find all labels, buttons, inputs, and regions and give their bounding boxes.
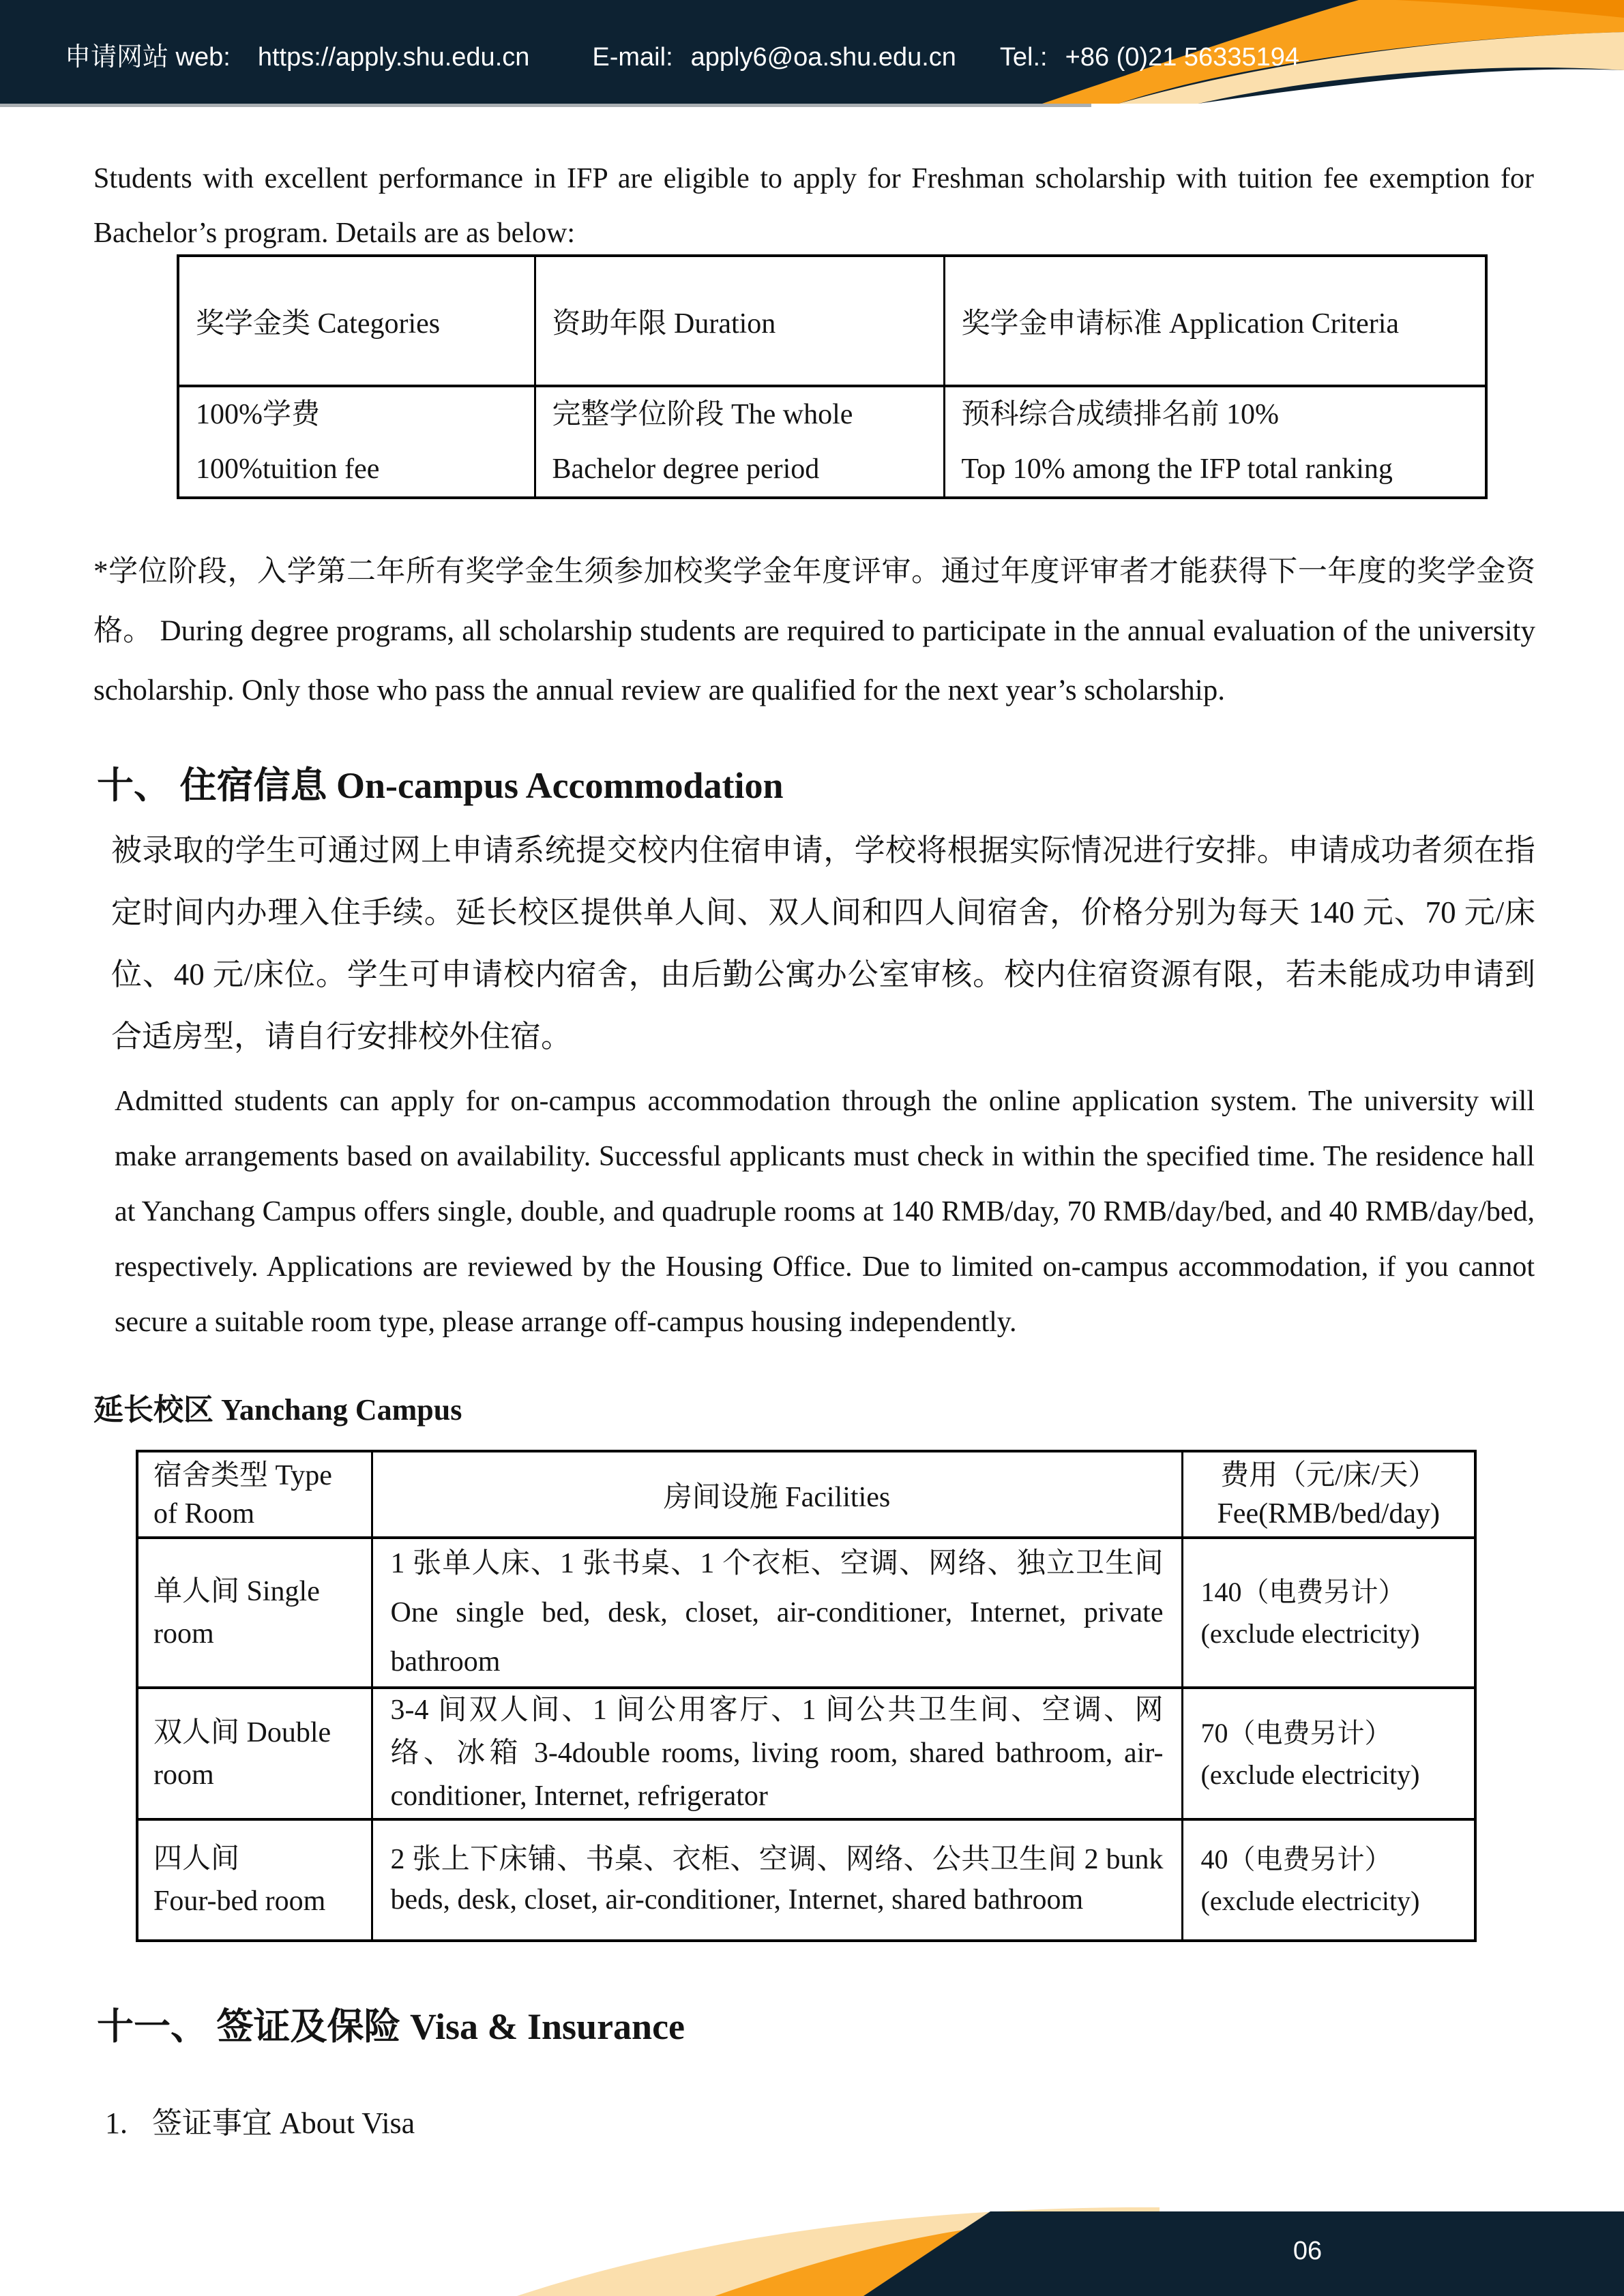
header-room-type-text: 宿舍类型 Type of Room [153, 1459, 332, 1530]
room-type-text: 单人间 Single room [153, 1576, 320, 1650]
table-row-single-room [137, 1538, 1475, 1688]
scholarship-table [177, 254, 1488, 499]
header-contact-bar [65, 41, 1299, 74]
cell-fee [1182, 1688, 1475, 1819]
fee-text: 70（电费另计） (exclude electricity) [1200, 1717, 1420, 1790]
header-cell-criteria: 奖学金申请标准 Application Criteria [944, 256, 1486, 386]
cell-fee [1182, 1819, 1475, 1941]
accommodation-paragraph-zh: 被录取的学生可通过网上申请系统提交校内住宿申请，学校将根据实际情况进行安排。申请成功者须在指定时间内办理入住手续。延长校区提供单人间、双人间和四人间宿舍，价格分别为每天 140 元、70 元/床位、40 元/床位。学生可申请校内宿舍，由后勤公寓办公室审核。校内住宿资源有限，若未能成功申请到合适房型，请自行安排校外住宿。 [111, 833, 1535, 1054]
scholarship-table-header-row [178, 256, 1486, 386]
room-type-text: 双人间 Double room [153, 1716, 331, 1791]
cell-duration [535, 386, 944, 498]
web-url: https://apply.shu.edu.cn [257, 43, 530, 72]
tel-label: Tel.: [999, 43, 1048, 72]
header-cell-facilities: 房间设施 Facilities [372, 1451, 1182, 1538]
table-row-double-room [137, 1688, 1475, 1819]
tel-value: +86 (0)21 56335194 [1065, 43, 1299, 72]
section-title-visa: 十一、 签证及保险 Visa & Insurance [97, 2006, 685, 2047]
visa-item-1 [105, 2106, 415, 2141]
cell-criteria [944, 386, 1486, 498]
accommodation-table [136, 1450, 1477, 1942]
header-cell-fee [1182, 1451, 1475, 1538]
accommodation-table-header-row [137, 1451, 1475, 1538]
campus-label: 延长校区 Yanchang Campus [93, 1393, 462, 1427]
intro-paragraph: Students with excellent performance in IFP are eligible to apply for Freshman scholarship with tuition fee exemption for Bachelor’s program. Details are as below: [93, 163, 1534, 249]
header-gray-line [0, 104, 1091, 107]
header-fee-text: 费用（元/床/天） Fee(RMB/bed/day) [1217, 1459, 1441, 1530]
cell-criteria-text: 预科综合成绩排名前 10% Top 10% among the IFP total ranking [961, 399, 1393, 485]
table-row-four-bed-room [137, 1819, 1475, 1941]
cell-facilities: 1 张单人床、1 张书桌、1 个衣柜、空调、网络、独立卫生间 One single bed, desk, closet, air-conditioner, Internet, private bathroom [372, 1538, 1182, 1688]
scholarship-table-row [178, 386, 1486, 498]
cell-facilities: 3-4 间双人间、1 间公用客厅、1 间公共卫生间、空调、网络、冰箱 3-4double rooms, living room, shared bathroom, air-conditioner, Internet, refrigerator [372, 1688, 1182, 1819]
email-value: apply6@oa.shu.edu.cn [690, 43, 956, 72]
footer-banner [0, 2160, 1624, 2296]
header-cell-duration: 资助年限 Duration [535, 256, 944, 386]
cell-fee [1182, 1538, 1475, 1688]
cell-category [178, 386, 535, 498]
cell-facilities: 2 张上下床铺、书桌、衣柜、空调、网络、公共卫生间 2 bunk beds, desk, closet, air-conditioner, Internet, shared bathroom [372, 1819, 1182, 1941]
web-label: 申请网站 web: [65, 43, 231, 72]
footnote-paragraph: *学位阶段，入学第二年所有奖学金生须参加校奖学金年度评审。通过年度评审者才能获得下一年度的奖学金资格。 During degree programs, all scholarship students are required to participate in the annual evaluation of the university scholarship. Only those who pass the annual review are qualified for the next year’s scholarship. [93, 556, 1535, 706]
cell-category-text: 100%学费 100%tuition fee [196, 399, 380, 485]
room-type-text: 四人间 Four-bed room [153, 1843, 326, 1917]
visa-item-number: 1. [105, 2106, 128, 2140]
footer-navy-band [863, 2211, 1624, 2296]
cell-room-type [137, 1819, 372, 1941]
section-title-accommodation: 十、 住宿信息 On-campus Accommodation [97, 765, 784, 806]
page-number: 06 [1293, 2237, 1323, 2265]
header-cell-room-type [137, 1451, 372, 1538]
cell-duration-text: 完整学位阶段 The whole Bachelor degree period [552, 399, 853, 485]
cell-room-type [137, 1538, 372, 1688]
email-label: E-mail: [592, 43, 673, 72]
accommodation-paragraph-en: Admitted students can apply for on-campus accommodation through the online application system. The university will make arrangements based on availability. Successful applicants must check in within the specified time. The residence hall at Yanchang Campus offers single, double, and quadruple rooms at 140 RMB/day, 70 RMB/day/bed, and 40 RMB/day/bed, respectively. Applications are reviewed by the Housing Office. Due to limited on-campus accommodation, if you cannot secure a suitable room type, please arrange off-campus housing independently. [115, 1086, 1535, 1338]
fee-text: 40（电费另计） (exclude electricity) [1200, 1844, 1420, 1916]
cell-room-type [137, 1688, 372, 1819]
fee-text: 140（电费另计） (exclude electricity) [1200, 1577, 1420, 1649]
header-cell-categories: 奖学金类 Categories [178, 256, 535, 386]
visa-item-text: 签证事宜 About Visa [152, 2106, 415, 2140]
